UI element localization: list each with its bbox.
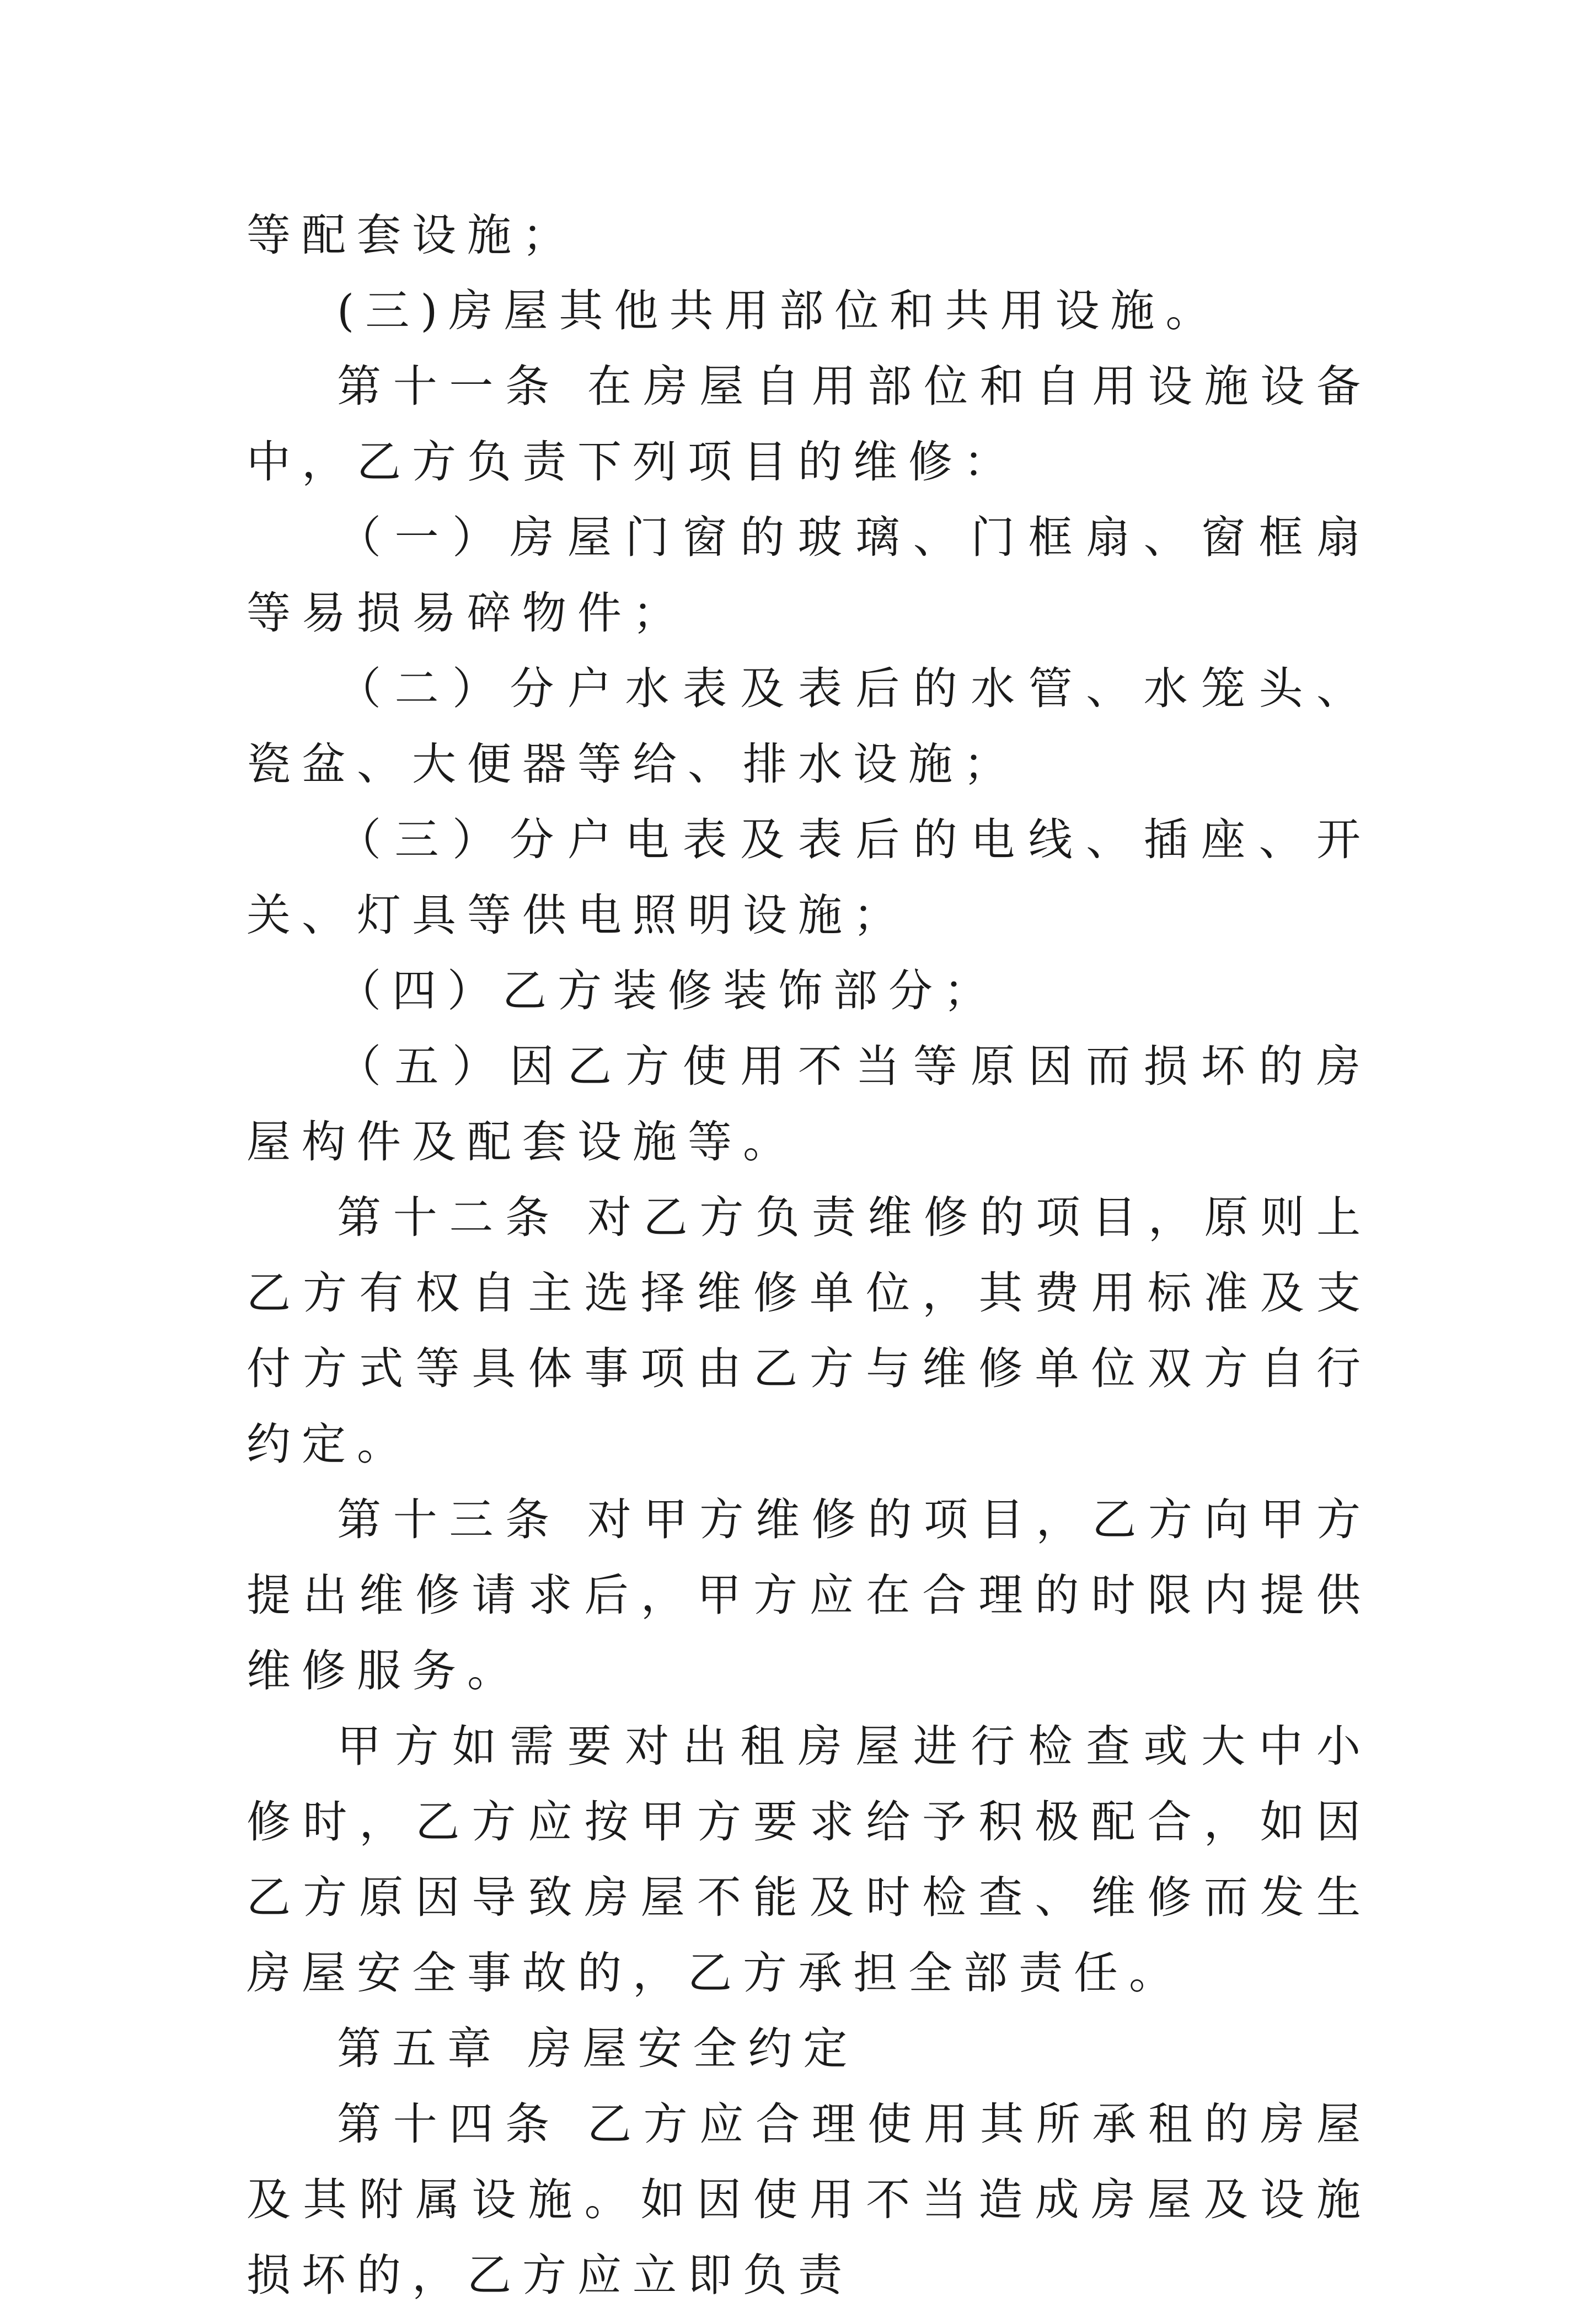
paragraph-inspection: 甲方如需要对出租房屋进行检查或大中小修时，乙方应按甲方要求给予积极配合，如因乙方原因导致房屋不能及时检查、维修而发生房屋安全事故的，乙方承担全部责任。: [247, 1721, 1372, 1999]
paragraph-continuation: 等配套设施；: [247, 210, 577, 261]
paragraph-item-3: (三)房屋其他共用部位和共用设施。: [337, 285, 1221, 336]
paragraph-article-12: 第十二条 对乙方负责维修的项目，原则上乙方有权自主选择维修单位，其费用标准及支付方式等具体事项由乙方与维修单位双方自行约定。: [247, 1192, 1372, 1470]
document-page: [247, 197, 1372, 2313]
paragraph-item-5: （五）因乙方使用不当等原因而损坏的房屋构件及配套设施等。: [247, 1041, 1372, 1168]
paragraph-article-14: 第十四条 乙方应合理使用其所承租的房屋及其附属设施。如因使用不当造成房屋及设施损坏的，乙方应立即负责: [247, 2098, 1372, 2301]
paragraph-item-2: （二）分户水表及表后的水管、水笼头、瓷盆、大便器等给、排水设施；: [247, 663, 1372, 790]
chapter-heading-5: 第五章 房屋安全约定: [337, 2023, 859, 2074]
paragraph-article-11: 第十一条 在房屋自用部位和自用设施设备中，乙方负责下列项目的维修：: [247, 361, 1372, 488]
paragraph-item-4: （四）乙方装修装饰部分；: [337, 965, 999, 1016]
paragraph-item-1: （一）房屋门窗的玻璃、门框扇、窗框扇等易损易碎物件；: [247, 512, 1372, 639]
paragraph-article-13: 第十三条 对甲方维修的项目，乙方向甲方提出维修请求后，甲方应在合理的时限内提供维修服务。: [247, 1494, 1372, 1696]
paragraph-item-3b: （三）分户电表及表后的电线、插座、开关、灯具等供电照明设施；: [247, 814, 1372, 941]
